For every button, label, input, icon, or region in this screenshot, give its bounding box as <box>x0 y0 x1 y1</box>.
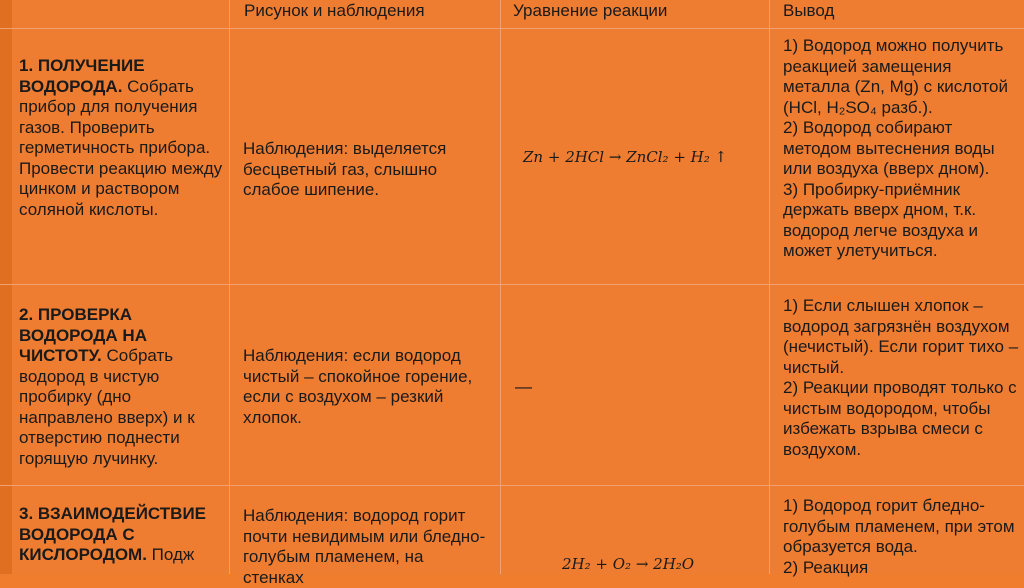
row2-observation: Наблюдения: если водород чистый – спокойное горение, если с воздухом – резкий хлопок. <box>243 346 473 427</box>
column-divider <box>229 0 230 574</box>
row1-task: Собрать прибор для получения газов. Проверить герметичность прибора. Провести реакцию между цинком и раствором соляной кислоты. <box>19 76 223 219</box>
row-divider <box>0 485 1024 486</box>
row1-conclusion-item: 1) Водород можно получить реакцией замещения металла (Zn, Mg) с кислотой (HCl, H₂SO₄ разб.). <box>783 36 1008 117</box>
row3-equation: 2H₂ + O₂ → 2H₂O <box>562 555 695 573</box>
row3-task: Подж <box>151 545 195 564</box>
row3-conclusion-item: 1) Водород горит бледно-голубым пламенем, при этом образуется вода. <box>783 496 1015 556</box>
row1-equation: Zn + 2HCl → ZnCl₂ + H₂ ↑ <box>523 148 728 166</box>
header-observations: Рисунок и наблюдения <box>244 1 425 20</box>
column-divider <box>769 0 770 574</box>
header-conclusion: Вывод <box>783 1 835 20</box>
row2-task: Собрать водород в чистую пробирку (дно направлено вверх) и к отверстию поднести горящую лучинку. <box>19 346 195 468</box>
row1-title: 1. ПОЛУЧЕНИЕ ВОДОРОДА. <box>19 56 145 96</box>
row2-equation: — <box>515 377 532 396</box>
row3-task-cell <box>19 504 224 566</box>
row-divider <box>0 28 1024 29</box>
row1-task-cell <box>19 56 224 220</box>
row2-conclusion-item: 2) Реакции проводят только с чистым водородом, чтобы избежать взрыва смеси с воздухом. <box>783 378 1017 459</box>
row1-conclusion-item: 2) Водород собирают методом вытеснения воды или воздуха (вверх дном). <box>783 118 995 178</box>
row3-conclusion-item: 2) Реакция <box>783 557 869 577</box>
row2-task-cell <box>19 305 224 469</box>
column-divider <box>500 0 501 574</box>
row1-conclusion-item: 3) Пробирку-приёмник держать вверх дном, т.к. водород легче воздуха и может улетучиться. <box>783 179 979 260</box>
row2-title: 2. ПРОВЕРКА ВОДОРОДА НА ЧИСТОТУ. <box>19 305 147 365</box>
row3-conclusion <box>783 496 1023 578</box>
row3-title: 3. ВЗАИМОДЕЙСТВИЕ ВОДОРОДА С КИСЛОРОДОМ. <box>19 504 206 564</box>
row1-conclusion <box>783 36 1023 262</box>
left-margin-bar <box>0 0 12 574</box>
row1-observation: Наблюдения: выделяется бесцветный газ, слышно слабое шипение. <box>243 139 447 199</box>
header-equation: Уравнение реакции <box>513 1 668 20</box>
row2-conclusion-item: 1) Если слышен хлопок – водород загрязнён воздухом (нечистый). Если горит тихо – чистый. <box>783 296 1019 377</box>
row3-observation: Наблюдения: водород горит почти невидимым или бледно-голубым пламенем, на стенках <box>243 506 486 587</box>
row2-conclusion <box>783 296 1023 460</box>
row-divider <box>0 284 1024 285</box>
